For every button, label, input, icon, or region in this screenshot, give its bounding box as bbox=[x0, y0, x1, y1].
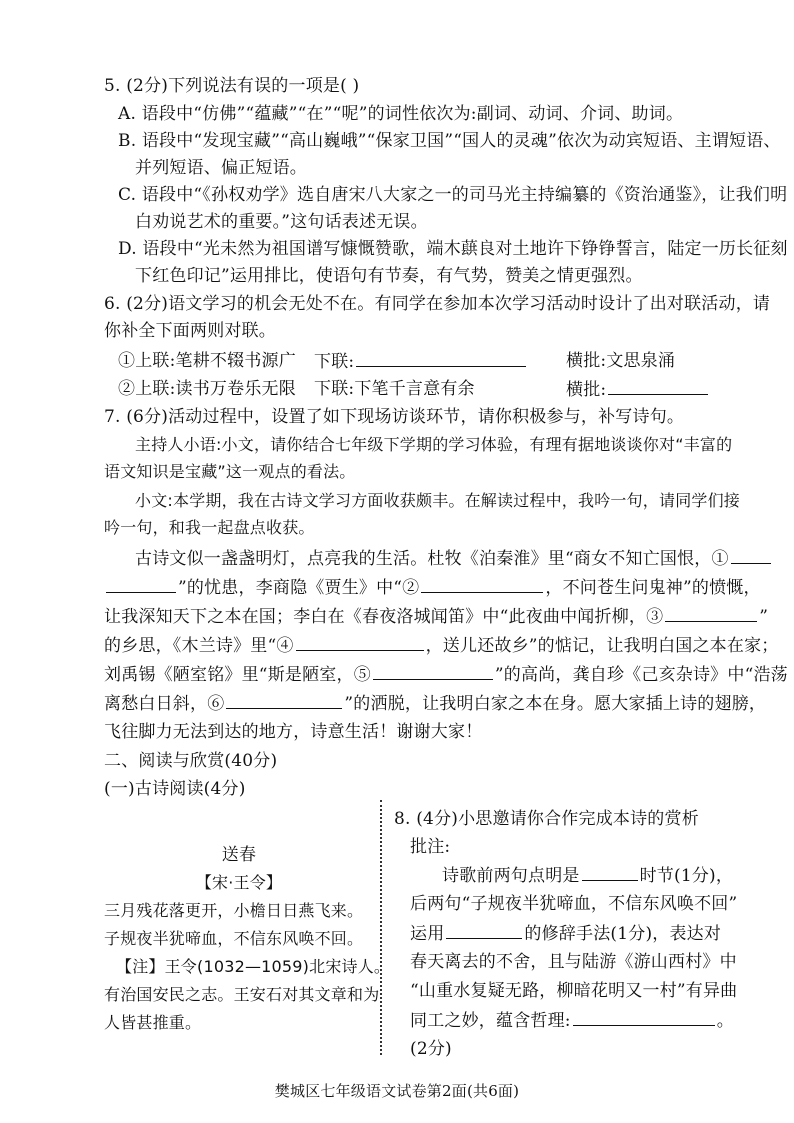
q6-couplet1-heng: 横批:文思泉涌 bbox=[566, 351, 676, 371]
q7-xiaowen-line1: 小文:本学期，我在古诗文学习方面收获颇丰。在解读过程中，我吟一句，请同学们接 bbox=[135, 491, 740, 510]
q7-xiaowen-line2: 吟一句，和我一起盘点收获。 bbox=[104, 518, 315, 537]
column-divider bbox=[380, 800, 382, 1055]
q5-option-d-line2: 下红色印记”运用排比，使语句有节奏，有气势，赞美之情更强烈。 bbox=[135, 266, 643, 286]
q5-stem: 5. (2分)下列说法有误的一项是( ) bbox=[104, 76, 360, 96]
poem-line2: 子规夜半犹啼血，不信东风唤不回。 bbox=[104, 929, 364, 948]
q7-para-line2-b: ，不问苍生问鬼神”的愤慨， bbox=[545, 578, 761, 598]
q7-para-line4 bbox=[104, 634, 778, 657]
q7-host-line2: 语文知识是宝藏”这一观点的看法。 bbox=[104, 462, 356, 481]
q7-blank-4[interactable] bbox=[296, 634, 424, 651]
poem-note-line1: 【注】王令(1032—1059)北宋诗人。 bbox=[116, 957, 391, 976]
q7-para-line4-a: 的乡思，《木兰诗》里“④ bbox=[104, 636, 294, 656]
q8-line3-a: 运用 bbox=[410, 924, 445, 944]
q8-line6-a: 同工之妙，蕴含哲理: bbox=[410, 1011, 571, 1031]
poem-note-line3: 人皆甚推重。 bbox=[104, 1013, 202, 1032]
q7-para-line1 bbox=[135, 547, 773, 570]
q7-para-line5-a: 刘禹锡《陋室铭》里“斯是陋室，⑤ bbox=[104, 665, 371, 685]
q8-line4: 春天离去的不舍，且与陆游《游山西村》中 bbox=[410, 952, 737, 972]
q7-blank-2[interactable] bbox=[421, 576, 543, 593]
q7-para-line7: 飞往脚力无法到达的地方，诗意生活！谢谢大家！ bbox=[104, 722, 483, 742]
q6-stem-line2: 你补全下面两则对联。 bbox=[104, 321, 276, 341]
q8-blank-season[interactable] bbox=[582, 864, 638, 881]
q7-para-line6-a: 离愁白日斜，⑥ bbox=[104, 694, 225, 714]
poem-author: 【宋·王令】 bbox=[195, 873, 283, 892]
q5-option-c-line1: C. 语段中“《孙权劝学》选自唐宋八大家之一的司马光主持编纂的《资治通鉴》，让我们明 bbox=[118, 185, 788, 205]
q5-option-b-line1: B. 语段中“发现宝藏”“高山巍峨”“保家卫国”“国人的灵魂”依次为动宾短语、主谓短语、 bbox=[118, 131, 781, 151]
q6-couplet1-upper: ①上联:笔耕不辍书源广 bbox=[118, 351, 296, 371]
q7-para-line2 bbox=[104, 576, 761, 599]
section2-subtitle: (一)古诗阅读(4分) bbox=[104, 779, 246, 799]
q8-line3-b: 的修辞手法(1分)，表达对 bbox=[524, 924, 722, 944]
q8-stem-line2: 批注: bbox=[410, 837, 451, 857]
q8-line6-b: 。 bbox=[716, 1011, 734, 1031]
q7-blank-3[interactable] bbox=[665, 605, 757, 622]
q6-couplet2-heng-label bbox=[566, 378, 710, 401]
q8-line1 bbox=[442, 864, 733, 887]
q7-blank-5[interactable] bbox=[373, 663, 493, 680]
section2-title: 二、阅读与欣赏(40分) bbox=[104, 751, 278, 771]
q7-para-line6-b: ”的洒脱，让我明白家之本在身。愿大家插上诗的翅膀， bbox=[344, 694, 767, 714]
q8-line6 bbox=[410, 1009, 734, 1032]
q7-para-line5 bbox=[104, 663, 788, 686]
q6-couplet1-lower-blank[interactable] bbox=[356, 350, 526, 367]
q7-para-line2-a: ”的忧患，李商隐《贾生》中“② bbox=[178, 578, 420, 598]
q8-line2: 后两句“子规夜半犹啼血，不信东风唤不回” bbox=[410, 894, 738, 914]
q7-blank-1b[interactable] bbox=[106, 576, 176, 593]
q6-couplet2-upper: ②上联:读书万卷乐无限 bbox=[118, 379, 296, 399]
q7-host-line1: 主持人小语:小文，请你结合七年级下学期的学习体验，有理有据地谈谈你对“丰富的 bbox=[135, 435, 733, 454]
q7-para-line1-text: 古诗文似一盏盏明灯，点亮我的生活。杜牧《泊秦淮》里“商女不知亡国恨，① bbox=[135, 549, 729, 569]
q7-stem: 7. (6分)活动过程中，设置了如下现场访谈环节，请你积极参与，补写诗句。 bbox=[104, 407, 685, 427]
q8-line1-a: 诗歌前两句点明是 bbox=[442, 866, 580, 886]
q6-couplet2-heng-text: 横批: bbox=[566, 380, 607, 400]
q6-stem-line1: 6. (2分)语文学习的机会无处不在。有同学在参加本次学习活动时设计了出对联活动，请 bbox=[104, 294, 771, 314]
poem-line1: 三月残花落更开，小檐日日燕飞来。 bbox=[104, 901, 364, 920]
q6-couplet2-heng-blank[interactable] bbox=[608, 378, 708, 395]
q7-para-line3-a: 让我深知天下之本在国；李白在《春夜洛城闻笛》中“此夜曲中闻折柳，③ bbox=[104, 607, 664, 627]
q7-para-line6 bbox=[104, 692, 766, 715]
q5-option-c-line2: 白劝说艺术的重要。”这句话表述无误。 bbox=[135, 212, 428, 232]
q7-para-line5-b: ”的高尚，龚自珍《己亥杂诗》中“浩荡 bbox=[494, 665, 788, 685]
q8-blank-rhetoric[interactable] bbox=[446, 922, 522, 939]
q8-line3 bbox=[410, 922, 721, 945]
q8-stem-line1: 8. (4分)小思邀请你合作完成本诗的赏析 bbox=[394, 809, 699, 829]
q5-option-a: A. 语段中“仿佛”“蕴藏”“在”“呢”的词性依次为:副词、动词、介词、助词。 bbox=[118, 104, 684, 124]
q7-blank-6[interactable] bbox=[226, 692, 342, 709]
q7-blank-1a[interactable] bbox=[731, 547, 771, 564]
q5-option-d-line1: D. 语段中“光未然为祖国谱写慷慨赞歌，端木蕻良对土地许下铮铮誓言，陆定一历长征刻 bbox=[118, 239, 788, 259]
q6-couplet2-lower: 下联:下笔千言意有余 bbox=[314, 379, 475, 399]
page-footer: 樊城区七年级语文试卷第2面(共6面) bbox=[274, 1082, 520, 1100]
q6-couplet1-lower-label bbox=[314, 350, 528, 373]
q6-couplet1-lower-text: 下联: bbox=[314, 352, 355, 372]
q7-para-line3-b: ” bbox=[759, 607, 769, 627]
q8-blank-philosophy[interactable] bbox=[573, 1009, 715, 1026]
q8-line7: (2分) bbox=[410, 1039, 452, 1059]
q8-line5: “山重水复疑无路，柳暗花明又一村”有异曲 bbox=[410, 981, 738, 1001]
poem-note-line2: 有治国安民之志。王安石对其文章和为 bbox=[104, 985, 380, 1004]
q8-line1-b: 时节(1分)， bbox=[639, 866, 734, 886]
q7-para-line4-b: ，送儿还故乡”的惦记，让我明白国之本在家； bbox=[425, 636, 779, 656]
q7-para-line3 bbox=[104, 605, 768, 628]
q5-option-b-line2: 并列短语、偏正短语。 bbox=[135, 158, 307, 178]
poem-title: 送春 bbox=[221, 845, 257, 865]
